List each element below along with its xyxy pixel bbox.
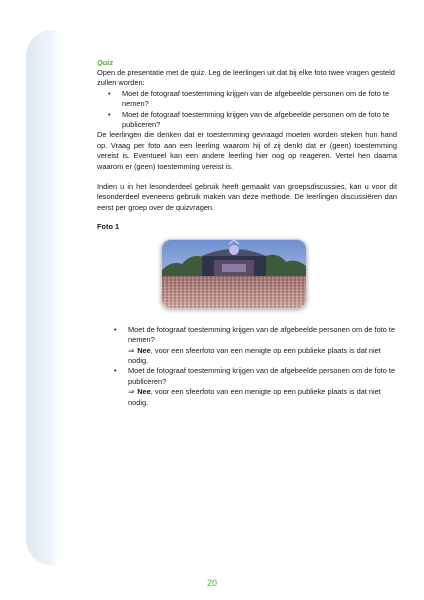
- group-discussion-note: Indien u in het lesonderdeel gebruik heeft gemaakt van groepsdiscussies, kan u voor dit lesonderdeel eveneens gebruik maken van deze methode. De leerlingen discussiëren dan eerst per groep over de quizvragen.: [97, 182, 397, 212]
- bullet-icon: •: [108, 88, 111, 98]
- double-arrow-right-icon: ⇒: [128, 345, 135, 355]
- list-item: [97, 325, 397, 367]
- double-arrow-right-icon: ⇒: [128, 387, 135, 397]
- list-item: [97, 110, 397, 131]
- bullet-icon: •: [108, 109, 111, 119]
- list-item: [97, 366, 397, 408]
- bullet-icon: •: [114, 324, 117, 334]
- answer-explanation: , voor een sfeerfoto van een menigte op een publieke plaats is dat niet nodig.: [128, 345, 381, 365]
- foto-1-answer-list: [97, 325, 397, 408]
- bullet-icon: •: [114, 366, 117, 376]
- quiz-question-text: Moet de fotograaf toestemming krijgen van de afgebeelde personen om de foto te nemen?: [122, 88, 390, 109]
- answer-verdict: Nee: [137, 345, 151, 355]
- foto-1-question-text: Moet de fotograaf toestemming krijgen van de afgebeelde personen om de foto te publiceren?: [128, 366, 396, 386]
- answer-explanation: , voor een sfeerfoto van een menigte op een publieke plaats is dat niet nodig.: [128, 387, 381, 407]
- page-content: [97, 58, 397, 408]
- foto-1-heading: Foto 1: [97, 222, 120, 232]
- quiz-question-text: Moet de fotograaf toestemming krijgen van de afgebeelde personen om de foto te publiceren?: [122, 109, 390, 130]
- list-item: [97, 89, 397, 110]
- festival-crowd-photo: [161, 239, 307, 309]
- quiz-question-list: [97, 89, 397, 131]
- quiz-instruction: De leerlingen die denken dat er toestemming gevraagd moeten worden steken hun hand op. Vraag per foto aan een leerling waarom hij of zij denkt dat er (geen) toestemming vereist is. Eventueel kan een andere leerling hier nog op reageren. Vertel hen daarna waarom er (geen) toestemming vereist is.: [97, 130, 397, 171]
- foto-1-question-text: Moet de fotograaf toestemming krijgen van de afgebeelde personen om de foto te nemen?: [128, 324, 396, 345]
- section-heading-quiz: Quiz: [97, 58, 114, 67]
- quiz-intro: Open de presentatie met de quiz. Leg de leerlingen uit dat bij elke foto twee vragen gesteld zullen worden:: [97, 68, 395, 88]
- page-side-band: [26, 30, 60, 565]
- page-number: 20: [206, 578, 217, 588]
- answer-verdict: Nee: [137, 387, 151, 397]
